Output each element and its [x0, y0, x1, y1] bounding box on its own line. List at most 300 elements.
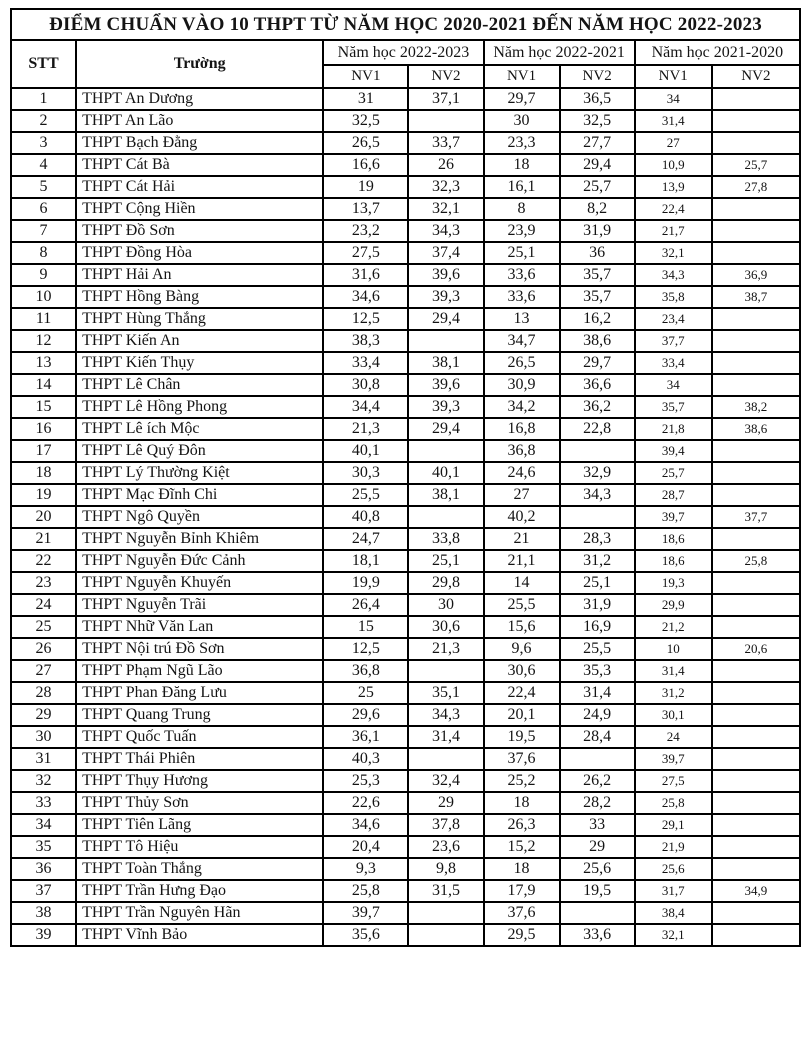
stt-cell: 1 — [11, 88, 76, 110]
score-cell: 25,3 — [323, 770, 408, 792]
score-cell: 32,9 — [560, 462, 635, 484]
school-name-cell: THPT Tô Hiệu — [76, 836, 323, 858]
score-cell: 13,7 — [323, 198, 408, 220]
score-cell: 37,6 — [484, 902, 560, 924]
table-row — [11, 726, 800, 748]
score-cell: 8,2 — [560, 198, 635, 220]
stt-cell: 31 — [11, 748, 76, 770]
score-cell: 26,3 — [484, 814, 560, 836]
table-row — [11, 198, 800, 220]
score-cell: 16,8 — [484, 418, 560, 440]
score-cell: 13,9 — [635, 176, 712, 198]
header-nv2-c: NV2 — [712, 65, 800, 88]
score-cell: 32,5 — [560, 110, 635, 132]
score-cell: 36,5 — [560, 88, 635, 110]
score-cell: 23,6 — [408, 836, 483, 858]
score-cell: 39,4 — [635, 440, 712, 462]
score-cell — [712, 748, 800, 770]
score-cell — [712, 682, 800, 704]
score-cell: 19 — [323, 176, 408, 198]
score-cell: 19,5 — [560, 880, 635, 902]
table-row — [11, 88, 800, 110]
score-cell: 31,9 — [560, 220, 635, 242]
school-name-cell: THPT Hải An — [76, 264, 323, 286]
score-cell: 20,1 — [484, 704, 560, 726]
title-row — [11, 9, 800, 40]
table-row — [11, 506, 800, 528]
school-name-cell: THPT Quang Trung — [76, 704, 323, 726]
score-cell: 34,3 — [408, 220, 483, 242]
table-header — [11, 9, 800, 88]
score-cell: 23,4 — [635, 308, 712, 330]
score-cell: 32,3 — [408, 176, 483, 198]
score-cell — [712, 902, 800, 924]
stt-cell: 36 — [11, 858, 76, 880]
score-cell: 40,1 — [408, 462, 483, 484]
school-name-cell: THPT Kiến Thụy — [76, 352, 323, 374]
admission-score-table — [10, 8, 801, 947]
score-cell: 31,9 — [560, 594, 635, 616]
table-row — [11, 110, 800, 132]
school-name-cell: THPT Lý Thường Kiệt — [76, 462, 323, 484]
score-cell: 33,8 — [408, 528, 483, 550]
stt-cell: 10 — [11, 286, 76, 308]
score-cell: 13 — [484, 308, 560, 330]
school-name-cell: THPT Kiến An — [76, 330, 323, 352]
score-cell: 21,3 — [323, 418, 408, 440]
score-cell: 37,8 — [408, 814, 483, 836]
score-cell: 12,5 — [323, 638, 408, 660]
score-cell: 26,4 — [323, 594, 408, 616]
score-cell: 28,4 — [560, 726, 635, 748]
score-cell: 21,2 — [635, 616, 712, 638]
score-cell: 37,4 — [408, 242, 483, 264]
score-cell — [408, 330, 483, 352]
score-cell: 30,3 — [323, 462, 408, 484]
score-cell: 36,1 — [323, 726, 408, 748]
score-cell: 37,1 — [408, 88, 483, 110]
stt-cell: 20 — [11, 506, 76, 528]
score-cell: 36,2 — [560, 396, 635, 418]
score-cell: 33,4 — [323, 352, 408, 374]
score-cell: 22,8 — [560, 418, 635, 440]
score-cell: 31,6 — [323, 264, 408, 286]
table-row — [11, 308, 800, 330]
stt-cell: 5 — [11, 176, 76, 198]
score-cell: 24 — [635, 726, 712, 748]
score-cell: 34 — [635, 374, 712, 396]
score-cell: 31,2 — [560, 550, 635, 572]
score-cell: 40,1 — [323, 440, 408, 462]
table-row — [11, 814, 800, 836]
score-cell: 26,2 — [560, 770, 635, 792]
score-cell — [712, 528, 800, 550]
score-cell: 26 — [408, 154, 483, 176]
score-cell: 25,6 — [560, 858, 635, 880]
score-cell — [712, 88, 800, 110]
score-cell: 36,6 — [560, 374, 635, 396]
school-name-cell: THPT Trần Nguyên Hãn — [76, 902, 323, 924]
score-cell: 39,7 — [635, 748, 712, 770]
score-cell: 38,1 — [408, 484, 483, 506]
score-cell: 24,7 — [323, 528, 408, 550]
score-cell — [712, 220, 800, 242]
stt-cell: 34 — [11, 814, 76, 836]
stt-cell: 11 — [11, 308, 76, 330]
score-cell: 24,6 — [484, 462, 560, 484]
score-cell: 40,8 — [323, 506, 408, 528]
score-cell: 18,6 — [635, 528, 712, 550]
school-name-cell: THPT Lê Hồng Phong — [76, 396, 323, 418]
score-cell: 29,6 — [323, 704, 408, 726]
score-cell — [712, 572, 800, 594]
score-cell: 33 — [560, 814, 635, 836]
score-cell: 18,1 — [323, 550, 408, 572]
score-cell: 25,6 — [635, 858, 712, 880]
score-cell: 34,3 — [408, 704, 483, 726]
stt-cell: 27 — [11, 660, 76, 682]
stt-cell: 23 — [11, 572, 76, 594]
score-cell: 19,3 — [635, 572, 712, 594]
score-cell — [712, 242, 800, 264]
score-cell: 16,1 — [484, 176, 560, 198]
score-cell: 19,5 — [484, 726, 560, 748]
score-cell: 29,4 — [408, 418, 483, 440]
stt-cell: 17 — [11, 440, 76, 462]
score-cell: 33,4 — [635, 352, 712, 374]
table-row — [11, 660, 800, 682]
score-cell: 29,4 — [408, 308, 483, 330]
table-row — [11, 220, 800, 242]
header-nv1-a: NV1 — [323, 65, 408, 88]
score-cell: 25,5 — [323, 484, 408, 506]
school-name-cell: THPT Vĩnh Bảo — [76, 924, 323, 946]
score-cell — [712, 308, 800, 330]
score-cell: 30,6 — [408, 616, 483, 638]
header-nv1-b: NV1 — [484, 65, 560, 88]
score-cell — [408, 440, 483, 462]
score-cell: 31 — [323, 88, 408, 110]
school-name-cell: THPT Thái Phiên — [76, 748, 323, 770]
score-cell: 32,1 — [635, 242, 712, 264]
table-row — [11, 792, 800, 814]
score-cell: 33,7 — [408, 132, 483, 154]
score-cell: 24,9 — [560, 704, 635, 726]
score-cell: 31,2 — [635, 682, 712, 704]
score-cell: 34,4 — [323, 396, 408, 418]
stt-cell: 7 — [11, 220, 76, 242]
stt-cell: 25 — [11, 616, 76, 638]
score-cell: 34,7 — [484, 330, 560, 352]
score-cell: 37,7 — [635, 330, 712, 352]
score-cell: 39,6 — [408, 374, 483, 396]
score-cell: 25,5 — [484, 594, 560, 616]
stt-cell: 22 — [11, 550, 76, 572]
school-name-cell: THPT Trần Hưng Đạo — [76, 880, 323, 902]
score-cell: 15,2 — [484, 836, 560, 858]
score-cell — [712, 792, 800, 814]
table-row — [11, 132, 800, 154]
table-row — [11, 528, 800, 550]
stt-cell: 9 — [11, 264, 76, 286]
school-name-cell: THPT Nguyễn Đức Cảnh — [76, 550, 323, 572]
table-row — [11, 330, 800, 352]
score-cell: 22,4 — [635, 198, 712, 220]
school-name-cell: THPT Thủy Sơn — [76, 792, 323, 814]
school-name-cell: THPT Đồng Hòa — [76, 242, 323, 264]
score-cell — [560, 506, 635, 528]
score-cell: 25,8 — [712, 550, 800, 572]
score-cell: 31,7 — [635, 880, 712, 902]
score-cell — [712, 660, 800, 682]
score-cell — [712, 462, 800, 484]
score-cell: 9,3 — [323, 858, 408, 880]
score-cell — [408, 660, 483, 682]
table-row — [11, 264, 800, 286]
score-cell: 34,6 — [323, 814, 408, 836]
table-row — [11, 550, 800, 572]
score-cell: 38,6 — [560, 330, 635, 352]
table-row — [11, 638, 800, 660]
score-cell — [408, 748, 483, 770]
score-cell: 28,2 — [560, 792, 635, 814]
score-cell: 29,7 — [560, 352, 635, 374]
score-cell — [408, 110, 483, 132]
score-cell: 20,4 — [323, 836, 408, 858]
score-cell: 30 — [408, 594, 483, 616]
score-cell: 31,4 — [635, 110, 712, 132]
score-cell: 18 — [484, 154, 560, 176]
score-cell: 15,6 — [484, 616, 560, 638]
score-cell: 35,1 — [408, 682, 483, 704]
table-row — [11, 704, 800, 726]
stt-cell: 19 — [11, 484, 76, 506]
stt-cell: 13 — [11, 352, 76, 374]
score-cell: 17,9 — [484, 880, 560, 902]
score-cell: 27,5 — [323, 242, 408, 264]
score-cell — [560, 440, 635, 462]
stt-cell: 35 — [11, 836, 76, 858]
header-group-row — [11, 40, 800, 65]
score-cell: 25,2 — [484, 770, 560, 792]
table-row — [11, 396, 800, 418]
school-name-cell: THPT Cát Bà — [76, 154, 323, 176]
table-row — [11, 418, 800, 440]
header-nv2-b: NV2 — [560, 65, 635, 88]
score-cell: 25,1 — [560, 572, 635, 594]
score-cell: 25,1 — [484, 242, 560, 264]
score-cell: 40,3 — [323, 748, 408, 770]
score-cell: 37,6 — [484, 748, 560, 770]
score-cell: 36 — [560, 242, 635, 264]
score-cell: 39,7 — [635, 506, 712, 528]
score-cell: 28,3 — [560, 528, 635, 550]
score-cell: 16,6 — [323, 154, 408, 176]
score-cell: 21,9 — [635, 836, 712, 858]
score-cell: 34,3 — [560, 484, 635, 506]
score-cell — [408, 902, 483, 924]
score-cell: 31,4 — [635, 660, 712, 682]
score-cell: 29,8 — [408, 572, 483, 594]
score-cell: 36,8 — [484, 440, 560, 462]
score-cell: 16,2 — [560, 308, 635, 330]
school-name-cell: THPT Ngô Quyền — [76, 506, 323, 528]
score-cell — [712, 924, 800, 946]
score-cell: 29 — [408, 792, 483, 814]
score-cell: 29,4 — [560, 154, 635, 176]
school-name-cell: THPT An Lão — [76, 110, 323, 132]
score-cell: 25,7 — [712, 154, 800, 176]
score-cell: 39,6 — [408, 264, 483, 286]
score-cell: 32,1 — [408, 198, 483, 220]
header-nv1-c: NV1 — [635, 65, 712, 88]
stt-cell: 26 — [11, 638, 76, 660]
score-cell — [712, 704, 800, 726]
table-row — [11, 748, 800, 770]
score-cell: 25,7 — [635, 462, 712, 484]
stt-cell: 28 — [11, 682, 76, 704]
score-cell — [712, 858, 800, 880]
school-name-cell: THPT Lê Quý Đôn — [76, 440, 323, 462]
score-cell — [560, 902, 635, 924]
table-row — [11, 352, 800, 374]
stt-cell: 29 — [11, 704, 76, 726]
school-name-cell: THPT Tiên Lãng — [76, 814, 323, 836]
score-cell: 32,4 — [408, 770, 483, 792]
score-cell: 18 — [484, 858, 560, 880]
score-cell: 33,6 — [484, 264, 560, 286]
score-cell: 23,2 — [323, 220, 408, 242]
score-cell — [712, 198, 800, 220]
table-row — [11, 616, 800, 638]
stt-cell: 38 — [11, 902, 76, 924]
score-cell: 25,8 — [323, 880, 408, 902]
table-row — [11, 924, 800, 946]
score-cell: 26,5 — [484, 352, 560, 374]
score-cell: 29,7 — [484, 88, 560, 110]
score-cell: 34,9 — [712, 880, 800, 902]
table-row — [11, 374, 800, 396]
score-cell: 35,7 — [560, 286, 635, 308]
score-cell: 33,6 — [484, 286, 560, 308]
score-cell: 25,8 — [635, 792, 712, 814]
stt-cell: 12 — [11, 330, 76, 352]
score-cell: 34 — [635, 88, 712, 110]
table-row — [11, 176, 800, 198]
score-cell: 39,3 — [408, 396, 483, 418]
score-cell: 25,1 — [408, 550, 483, 572]
score-cell: 25,7 — [560, 176, 635, 198]
score-cell: 38,3 — [323, 330, 408, 352]
school-name-cell: THPT Hồng Bàng — [76, 286, 323, 308]
score-cell — [712, 836, 800, 858]
score-cell — [712, 484, 800, 506]
score-cell — [712, 726, 800, 748]
school-name-cell: THPT Lê Chân — [76, 374, 323, 396]
score-cell: 21 — [484, 528, 560, 550]
school-name-cell: THPT Nguyễn Khuyến — [76, 572, 323, 594]
header-year-2022-2021: Năm học 2022-2021 — [484, 40, 635, 65]
score-cell: 19,9 — [323, 572, 408, 594]
stt-cell: 6 — [11, 198, 76, 220]
score-cell: 38,1 — [408, 352, 483, 374]
school-name-cell: THPT Hùng Thắng — [76, 308, 323, 330]
score-cell — [712, 374, 800, 396]
header-year-2022-2023: Năm học 2022-2023 — [323, 40, 483, 65]
table-row — [11, 880, 800, 902]
score-cell: 31,4 — [560, 682, 635, 704]
score-cell: 22,6 — [323, 792, 408, 814]
score-cell: 16,9 — [560, 616, 635, 638]
table-row — [11, 836, 800, 858]
score-cell: 18 — [484, 792, 560, 814]
score-cell: 14 — [484, 572, 560, 594]
score-cell: 34,6 — [323, 286, 408, 308]
stt-cell: 37 — [11, 880, 76, 902]
stt-cell: 21 — [11, 528, 76, 550]
score-cell: 10,9 — [635, 154, 712, 176]
school-name-cell: THPT Mạc Đĩnh Chi — [76, 484, 323, 506]
score-cell: 29 — [560, 836, 635, 858]
score-cell: 33,6 — [560, 924, 635, 946]
score-cell: 21,3 — [408, 638, 483, 660]
stt-cell: 3 — [11, 132, 76, 154]
score-cell: 34,2 — [484, 396, 560, 418]
stt-cell: 2 — [11, 110, 76, 132]
score-cell: 27,8 — [712, 176, 800, 198]
header-stt: STT — [11, 40, 76, 88]
stt-cell: 24 — [11, 594, 76, 616]
table-row — [11, 902, 800, 924]
table-row — [11, 770, 800, 792]
stt-cell: 32 — [11, 770, 76, 792]
school-name-cell: THPT Đồ Sơn — [76, 220, 323, 242]
table-row — [11, 440, 800, 462]
score-cell — [712, 330, 800, 352]
score-cell: 36,8 — [323, 660, 408, 682]
score-cell: 28,7 — [635, 484, 712, 506]
score-cell: 30 — [484, 110, 560, 132]
header-nv2-a: NV2 — [408, 65, 483, 88]
score-cell: 18,6 — [635, 550, 712, 572]
score-cell: 32,1 — [635, 924, 712, 946]
score-cell: 37,7 — [712, 506, 800, 528]
score-cell — [560, 748, 635, 770]
table-row — [11, 462, 800, 484]
score-cell: 31,5 — [408, 880, 483, 902]
score-cell: 38,2 — [712, 396, 800, 418]
table-row — [11, 572, 800, 594]
score-cell — [712, 594, 800, 616]
score-cell: 27 — [635, 132, 712, 154]
school-name-cell: THPT Nguyễn Trãi — [76, 594, 323, 616]
score-cell — [712, 110, 800, 132]
score-cell: 21,1 — [484, 550, 560, 572]
score-cell: 27,7 — [560, 132, 635, 154]
score-cell: 34,3 — [635, 264, 712, 286]
header-year-2021-2020: Năm học 2021-2020 — [635, 40, 800, 65]
score-cell: 12,5 — [323, 308, 408, 330]
school-name-cell: THPT Quốc Tuấn — [76, 726, 323, 748]
score-cell — [712, 440, 800, 462]
school-name-cell: THPT Toàn Thắng — [76, 858, 323, 880]
school-name-cell: THPT Phạm Ngũ Lão — [76, 660, 323, 682]
stt-cell: 15 — [11, 396, 76, 418]
table-body — [11, 88, 800, 946]
score-cell: 40,2 — [484, 506, 560, 528]
stt-cell: 33 — [11, 792, 76, 814]
score-cell: 9,6 — [484, 638, 560, 660]
